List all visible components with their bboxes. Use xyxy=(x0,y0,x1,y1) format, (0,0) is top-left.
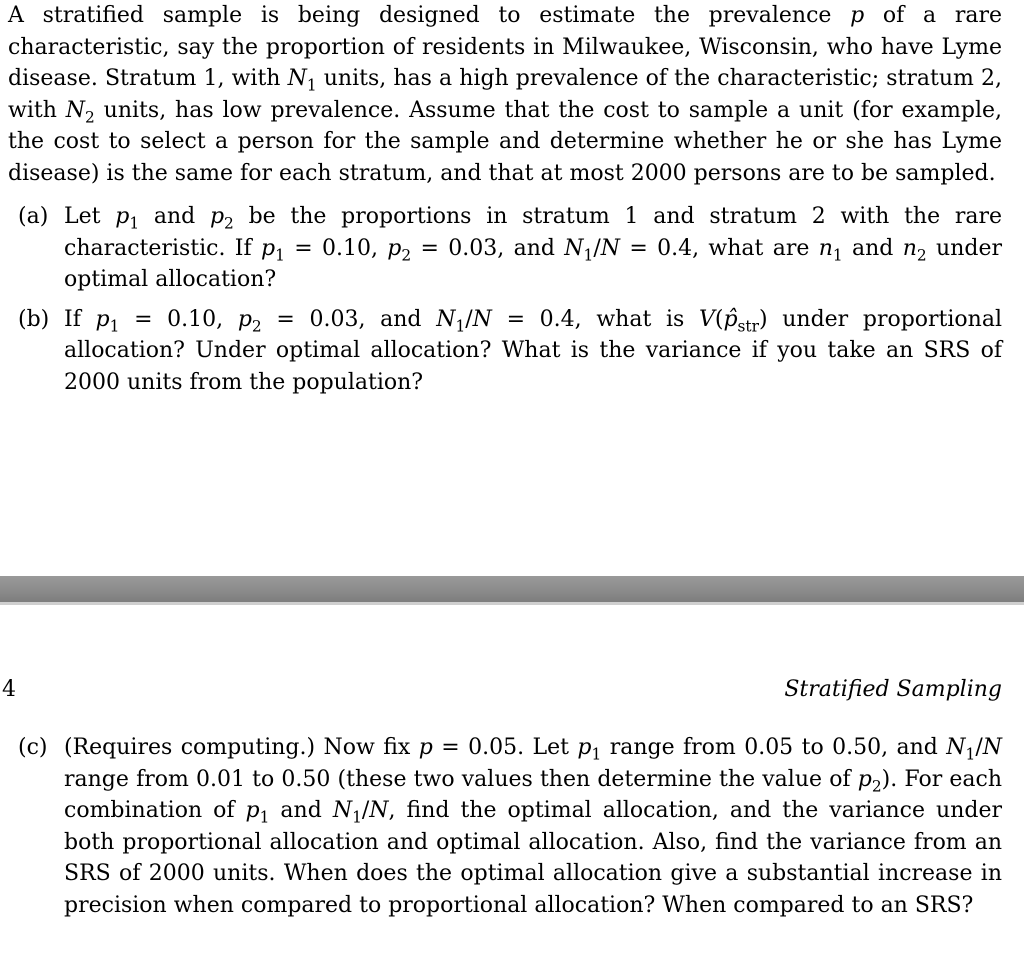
item-label: (b) xyxy=(18,306,50,332)
item-text: Let $p_1$ and $p_2$ be the proportions in stratum 1 and stratum 2 with the rare characteristic. If $p_1 = 0.10$, $p_2 = 0.03$, and $N_1/N = 0.4$, what are $n_1$ and $n_2$ under optimal allocation? xyxy=(64,204,1003,292)
item-label: (c) xyxy=(18,735,48,760)
page-number: 4 xyxy=(2,677,16,702)
item-text: (Requires computing.) Now fix p = 0.05. Let $p_1$ range from 0.05 to 0.50, and $N_1/N$ range from 0.01 to 0.50 (these two values then determine the value of $p_2$). For each combination of $p_1$ and $N_1/N$, find the optimal allocation, and the variance under both proportional allocation and optimal allocation. Also, find the variance from an SRS of 2000 units. When does the optimal allocation give a substantial increase in precision when compared to proportional allocation? When compared to an SRS? xyxy=(64,735,1003,918)
running-head: Stratified Sampling xyxy=(784,677,1002,702)
exercise-items-bottom xyxy=(8,732,1002,929)
page-bottom xyxy=(2,602,1003,960)
intro-paragraph: A stratified sample is being designed to estimate the prevalence p of a rare characteristic, say the proportion of residents in Milwaukee, Wisconsin, who have Lyme disease. Stratum 1, with $N_1$ units, has a high prevalence of the characteristic; stratum 2, with $N_2$ units, has low prevalence. Assume that the cost to sample a unit (for example, the cost to select a person for the sample and determine whether he or she has Lyme disease) is the same for each stratum, and that at most 2000 persons are to be sampled. xyxy=(8,3,1003,186)
page-separator xyxy=(0,576,1024,602)
exercise-item-a xyxy=(8,201,1002,296)
exercise-item-c xyxy=(8,732,1002,921)
exercise-item-b xyxy=(8,304,1002,399)
exercise-items-top xyxy=(8,201,1002,398)
item-label: (a) xyxy=(18,204,49,229)
item-text: If $p_1 = 0.10$, $p_2 = 0.03$, and $N_1/N = 0.4$, what is $V(p̂_{str})$ under proportional allocation? Under optimal allocation? What is the variance if you take an SRS of 2000 units from the population? xyxy=(64,306,1002,395)
page-top xyxy=(8,0,1002,576)
